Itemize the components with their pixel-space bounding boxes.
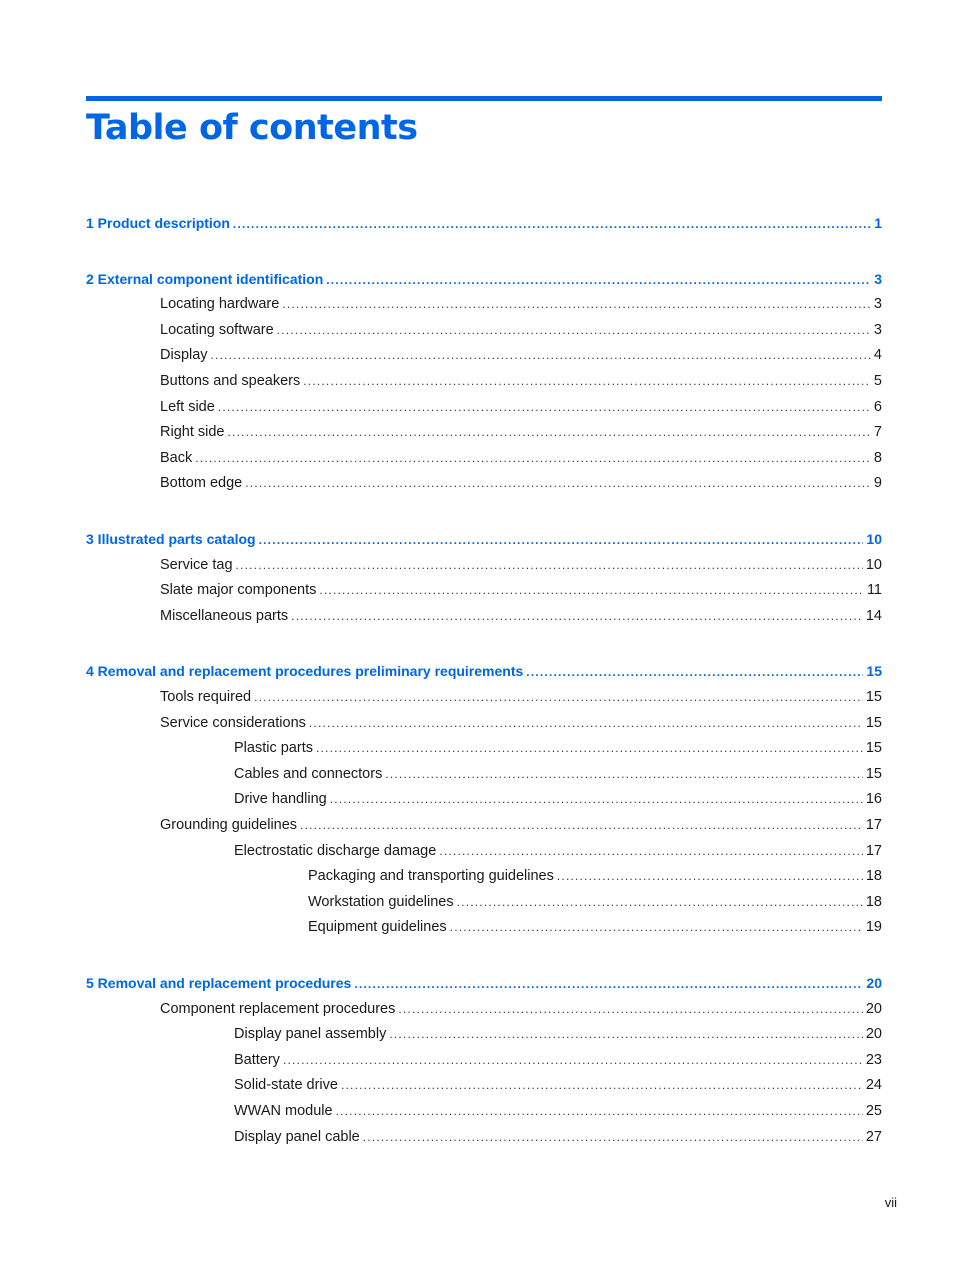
dot-leader [385, 765, 863, 783]
toc-entry-page: 16 [865, 791, 882, 808]
toc-entry-page: 14 [865, 607, 882, 624]
toc-entry-label: Service tag [160, 556, 233, 573]
toc-entry[interactable] [160, 346, 882, 364]
dot-leader [245, 474, 871, 492]
toc-entry-page: 24 [865, 1077, 882, 1094]
toc-entry[interactable] [308, 893, 882, 911]
toc-entry-page: 17 [865, 842, 882, 859]
toc-entry-label: Cables and connectors [234, 765, 383, 782]
toc-entry[interactable] [234, 765, 882, 783]
toc-entry-label: Packaging and transporting guidelines [308, 868, 554, 885]
dot-leader [457, 893, 863, 911]
toc-chapter-entry[interactable] [86, 270, 882, 289]
toc-entry-label: Equipment guidelines [308, 919, 447, 936]
toc-entry-page: 15 [865, 714, 882, 731]
toc-entry-label: Grounding guidelines [160, 817, 298, 833]
toc-entry[interactable] [160, 714, 882, 732]
toc-entry-page: 8 [873, 449, 882, 466]
dot-leader [233, 215, 871, 233]
dot-leader [557, 867, 863, 885]
toc-entry-label: Display panel cable [234, 1128, 360, 1145]
dot-leader [316, 739, 863, 757]
toc-entry[interactable] [234, 1128, 882, 1146]
dot-leader [282, 295, 871, 313]
toc-entry-page: 3 [873, 321, 882, 338]
toc-entry[interactable] [234, 739, 882, 757]
toc-entry-page: 20 [865, 1026, 882, 1043]
dot-leader [526, 663, 863, 681]
dot-leader [363, 1128, 863, 1146]
toc-entry-label: Locating software [160, 321, 274, 338]
toc-entry-label: Service considerations [160, 714, 306, 731]
dot-leader [319, 581, 864, 599]
toc-entry-label: 2 External component identification [86, 270, 324, 287]
toc-chapter-entry[interactable] [86, 974, 882, 993]
toc-entry-page: 20 [865, 1000, 882, 1017]
toc-entry-label: Back [160, 449, 193, 466]
toc-entry[interactable] [160, 1000, 882, 1018]
dot-leader [336, 1102, 863, 1120]
toc-entry-page: 20 [866, 975, 882, 991]
toc-entry-label: Drive handling [234, 791, 327, 808]
toc-entry-page: 15 [866, 663, 882, 680]
toc-entry[interactable] [160, 581, 882, 599]
toc-entry[interactable] [160, 474, 882, 492]
toc-entry-label: Left side [160, 398, 215, 415]
dot-leader [439, 842, 863, 860]
toc-chapter-entry[interactable] [86, 662, 882, 681]
toc-entry-label: Component replacement procedures [160, 1000, 396, 1017]
toc-entry-label: Display panel assembly [234, 1026, 387, 1043]
toc-entry-label: Locating hardware [160, 296, 280, 313]
toc-chapter-entry[interactable] [86, 530, 882, 549]
toc-entry-page: 5 [873, 373, 882, 389]
dot-leader [195, 449, 871, 467]
toc-entry-page: 10 [865, 556, 882, 573]
toc-entry[interactable] [160, 556, 882, 574]
toc-entry[interactable] [234, 1051, 882, 1069]
toc-entry-label: Electrostatic discharge damage [234, 842, 437, 859]
toc-entry-page: 15 [865, 765, 882, 782]
toc-entry-label: 1 Product description [86, 215, 230, 231]
toc-entry-page: 9 [873, 475, 882, 492]
toc-entry[interactable] [160, 398, 882, 416]
toc-entry[interactable] [234, 790, 882, 808]
toc-entry-label: 3 Illustrated parts catalog [86, 531, 256, 547]
toc-entry-label: 4 Removal and replacement procedures preliminary requirements [86, 663, 524, 680]
dot-leader [254, 688, 863, 706]
toc-entry-label: Bottom edge [160, 475, 243, 492]
toc-entry-page: 23 [865, 1051, 882, 1068]
dot-leader [389, 1025, 863, 1043]
dot-leader [300, 816, 863, 834]
toc-entry-label: 5 Removal and replacement procedures [86, 975, 352, 991]
dot-leader [259, 531, 864, 549]
toc-entry-page: 19 [865, 919, 882, 936]
dot-leader [277, 321, 871, 339]
toc-entry-label: Plastic parts [234, 740, 313, 757]
page-title: Table of contents [86, 108, 418, 148]
dot-leader [330, 790, 863, 808]
toc-entry-page: 15 [865, 740, 882, 757]
toc-entry-label: Display [160, 347, 208, 364]
toc-entry-page: 25 [865, 1103, 882, 1119]
dot-leader [341, 1076, 863, 1094]
toc-entry-page: 3 [873, 296, 882, 313]
dot-leader [303, 372, 871, 390]
toc-entry-page: 15 [865, 689, 882, 705]
dot-leader [291, 607, 863, 625]
dot-leader [236, 556, 863, 574]
toc-chapter-entry[interactable] [86, 214, 882, 233]
toc-entry-label: Tools required [160, 689, 252, 705]
toc-entry[interactable] [234, 1025, 882, 1043]
toc-entry[interactable] [308, 918, 882, 936]
dot-leader [398, 1000, 863, 1018]
dot-leader [309, 714, 863, 732]
dot-leader [211, 346, 871, 364]
toc-entry-page: 17 [865, 817, 882, 833]
toc-entry-label: Buttons and speakers [160, 373, 301, 389]
toc-entry[interactable] [160, 423, 882, 441]
toc-entry-page: 18 [865, 893, 882, 910]
toc-entry[interactable] [160, 295, 882, 313]
toc-entry[interactable] [234, 1076, 882, 1094]
toc-entry-label: WWAN module [234, 1103, 333, 1119]
toc-entry-label: Solid-state drive [234, 1077, 338, 1094]
toc-entry[interactable] [160, 688, 882, 706]
toc-entry-label: Slate major components [160, 582, 317, 599]
page-number: vii [884, 1195, 897, 1210]
toc-entry[interactable] [308, 867, 882, 885]
dot-leader [326, 271, 871, 289]
toc-entry-label: Workstation guidelines [308, 893, 454, 910]
toc-entry-page: 3 [874, 270, 882, 287]
toc-entry-page: 6 [873, 398, 882, 415]
toc-entry[interactable] [160, 816, 882, 834]
toc-entry-label: Right side [160, 424, 225, 441]
dot-leader [218, 398, 871, 416]
toc-entry-page: 1 [874, 215, 882, 231]
toc-entry[interactable] [234, 1102, 882, 1120]
toc-entry-page: 7 [873, 424, 882, 441]
toc-entry[interactable] [234, 842, 882, 860]
toc-entry-label: Miscellaneous parts [160, 607, 289, 624]
dot-leader [450, 918, 863, 936]
toc-entry[interactable] [160, 607, 882, 625]
toc-entry-label: Battery [234, 1051, 280, 1068]
toc-entry-page: 10 [866, 531, 882, 547]
toc-entry-page: 4 [873, 347, 882, 364]
dot-leader [354, 975, 863, 993]
toc-entry-page: 11 [866, 582, 882, 599]
toc-entry-page: 27 [865, 1128, 882, 1145]
toc-entry[interactable] [160, 449, 882, 467]
toc-entry-page: 18 [865, 868, 882, 885]
dot-leader [283, 1051, 863, 1069]
toc-entry[interactable] [160, 321, 882, 339]
toc-entry[interactable] [160, 372, 882, 390]
dot-leader [227, 423, 870, 441]
